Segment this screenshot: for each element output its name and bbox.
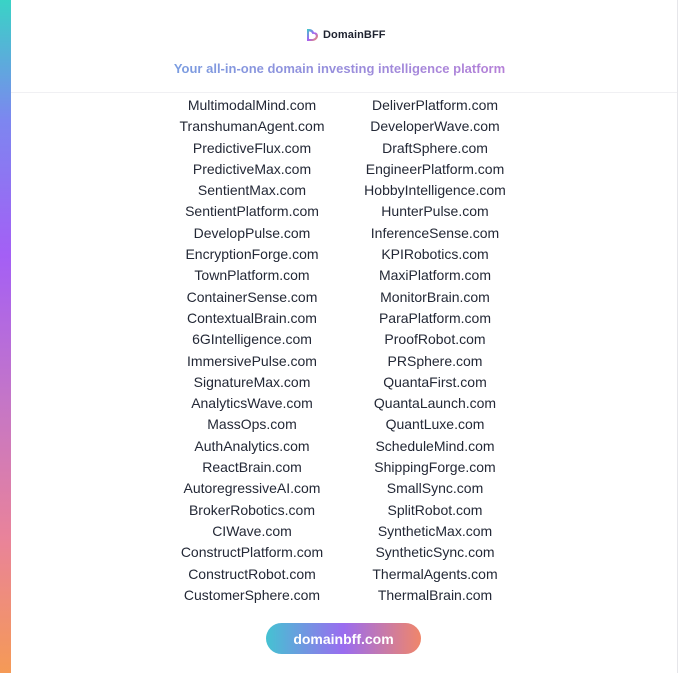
domain-list-item[interactable]: ImmersivePulse.com: [187, 352, 317, 369]
heart-logo-icon: [304, 27, 320, 43]
domain-list-item[interactable]: MonitorBrain.com: [380, 288, 490, 305]
domain-list-item[interactable]: MultimodalMind.com: [187, 97, 317, 113]
domain-list-item[interactable]: ParaPlatform.com: [378, 309, 492, 326]
domain-list-item[interactable]: ShippingForge.com: [374, 459, 496, 476]
domain-list-item[interactable]: CIWave.com: [212, 522, 292, 539]
domain-list-left: [160, 95, 344, 606]
domain-list-item[interactable]: EngineerPlatform.com: [365, 160, 505, 177]
domain-list-item[interactable]: ProofRobot.com: [384, 331, 486, 348]
domain-list-item[interactable]: DraftSphere.com: [382, 139, 488, 156]
domain-list-item[interactable]: MaxiPlatform.com: [378, 267, 492, 284]
domain-list-item[interactable]: QuantaLaunch.com: [373, 395, 497, 412]
domain-list-item[interactable]: SyntheticSync.com: [375, 544, 495, 561]
domain-list-item[interactable]: MassOps.com: [207, 416, 297, 433]
brand-logo[interactable]: [304, 26, 386, 44]
tagline-text: Your all-in-one domain investing intelligence platform: [173, 61, 506, 76]
domain-list-item[interactable]: ThermalBrain.com: [377, 586, 493, 603]
header-divider: [11, 92, 677, 93]
domain-list-item[interactable]: SentientMax.com: [197, 182, 307, 199]
tagline: [0, 61, 679, 76]
domain-list-right: [343, 95, 527, 606]
domain-list-item[interactable]: SentientPlatform.com: [185, 203, 319, 220]
domain-list-item[interactable]: ContainerSense.com: [186, 288, 318, 305]
domain-list-item[interactable]: ThermalAgents.com: [372, 565, 498, 582]
domain-list-item[interactable]: 6GIntelligence.com: [192, 331, 312, 348]
domain-list-item[interactable]: AutoregressiveAI.com: [183, 480, 321, 497]
right-edge-border: [677, 0, 678, 673]
domain-list-item[interactable]: SmallSync.com: [386, 480, 484, 497]
domain-list-item[interactable]: TranshumanAgent.com: [179, 118, 325, 135]
gradient-side-bar: [0, 0, 11, 673]
domain-list-item[interactable]: DeveloperWave.com: [370, 118, 500, 135]
domain-list-item[interactable]: ContextualBrain.com: [187, 309, 317, 326]
domain-list-item[interactable]: ReactBrain.com: [202, 459, 302, 476]
domain-list-item[interactable]: QuantLuxe.com: [385, 416, 485, 433]
domain-list-item[interactable]: PredictiveMax.com: [192, 160, 312, 177]
domain-list-item[interactable]: AnalyticsWave.com: [191, 395, 313, 412]
domain-list-item[interactable]: SplitRobot.com: [387, 501, 483, 518]
domain-list-item[interactable]: BrokerRobotics.com: [188, 501, 316, 518]
domain-list-item[interactable]: ConstructPlatform.com: [180, 544, 324, 561]
domain-list-item[interactable]: QuantaFirst.com: [383, 373, 487, 390]
domain-list-item[interactable]: ScheduleMind.com: [375, 437, 495, 454]
domain-list-item[interactable]: ConstructRobot.com: [188, 565, 316, 582]
domain-list-item[interactable]: AuthAnalytics.com: [194, 437, 310, 454]
domain-list-item[interactable]: EncryptionForge.com: [185, 246, 319, 263]
domain-list-item[interactable]: DevelopPulse.com: [193, 224, 311, 241]
domain-list-item[interactable]: PRSphere.com: [387, 352, 483, 369]
domain-list-item[interactable]: SignatureMax.com: [193, 373, 311, 390]
domain-list-item[interactable]: InferenceSense.com: [370, 224, 500, 241]
domain-list-item[interactable]: PredictiveFlux.com: [192, 139, 312, 156]
domain-list-item[interactable]: CustomerSphere.com: [183, 586, 321, 603]
domain-list-item[interactable]: DeliverPlatform.com: [371, 97, 499, 113]
domain-list-item[interactable]: KPIRobotics.com: [381, 246, 489, 263]
domain-list-item[interactable]: SyntheticMax.com: [377, 522, 493, 539]
domain-list-item[interactable]: HunterPulse.com: [381, 203, 489, 220]
domain-list-item[interactable]: HobbyIntelligence.com: [364, 182, 506, 199]
visit-site-button[interactable]: domainbff.com: [266, 623, 421, 654]
domain-list-item[interactable]: TownPlatform.com: [194, 267, 310, 284]
brand-name: DomainBFF: [323, 29, 386, 41]
